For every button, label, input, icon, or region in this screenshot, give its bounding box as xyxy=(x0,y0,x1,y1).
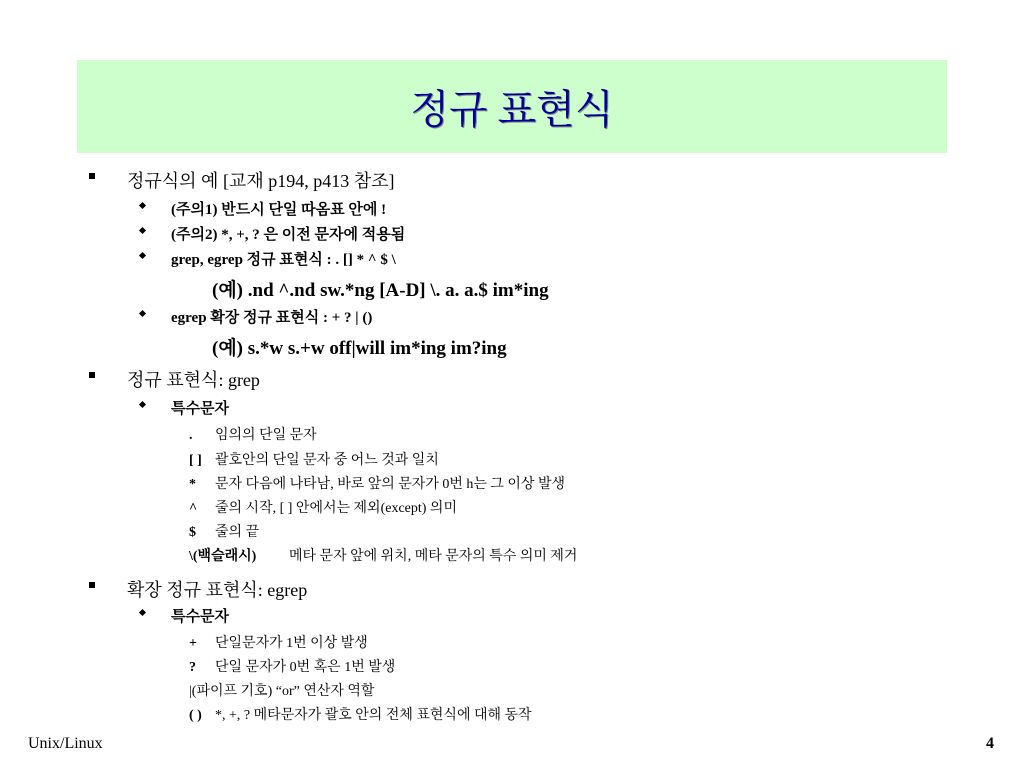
special-char-description: 문자 다음에 나타남, 바로 앞의 문자가 0번 h는 그 이상 발생 xyxy=(215,477,566,492)
special-char: * xyxy=(189,477,196,492)
special-char: + xyxy=(189,636,197,651)
diamond-bullet-icon xyxy=(139,252,146,259)
bullet-level2 xyxy=(171,198,386,219)
diamond-bullet-icon xyxy=(139,227,146,234)
example-text: (예) .nd ^.nd sw.*ng [A-D] \. a. a.$ im*ing xyxy=(212,280,549,301)
bullet-text: 특수문자 xyxy=(171,401,229,417)
special-char: ^ xyxy=(189,501,198,516)
special-char-description: 임의의 단일 문자 xyxy=(215,428,317,443)
bullet-level2 xyxy=(171,397,229,418)
special-char-row xyxy=(189,632,368,652)
bullet-level1 xyxy=(127,366,260,392)
bullet-level2 xyxy=(171,306,372,327)
special-char-row xyxy=(189,680,374,700)
bullet-level2 xyxy=(171,223,405,244)
special-char-description: |(파이프 기호) “or” 연산자 역할 xyxy=(189,684,375,699)
bullet-text: 정규 표현식: grep xyxy=(127,370,260,390)
special-char-description: 줄의 시작, [ ] 안에서는 제외(except) 의미 xyxy=(215,501,457,516)
bullet-text: (주의1) 반드시 단일 따옴표 안에 ! xyxy=(171,202,387,218)
example-text: (예) s.*w s.+w off|will im*ing im?ing xyxy=(212,338,507,359)
special-char: \(백슬래시) xyxy=(189,549,257,564)
special-char-description: 단일 문자가 0번 혹은 1번 발생 xyxy=(215,660,396,675)
bullet-text: 확장 정규 표현식: egrep xyxy=(127,580,308,600)
bullet-level2 xyxy=(171,605,229,626)
bullet-level1 xyxy=(127,576,307,602)
example-line xyxy=(212,333,507,360)
bullet-text: egrep 확장 정규 표현식 : + ? | () xyxy=(171,310,373,326)
diamond-bullet-icon xyxy=(139,609,146,616)
special-char-description: 괄호안의 단일 문자 중 어느 것과 일치 xyxy=(215,453,439,468)
special-char-row xyxy=(189,424,317,444)
special-char: ? xyxy=(189,660,196,675)
special-char-description: 줄의 끝 xyxy=(215,525,260,540)
special-char-row xyxy=(189,704,532,724)
square-bullet-icon xyxy=(89,582,95,588)
square-bullet-icon xyxy=(89,173,95,179)
bullet-level2 xyxy=(171,248,396,269)
special-char: ( ) xyxy=(189,708,202,723)
special-char-description: *, +, ? 메타문자가 괄호 안의 전체 표현식에 대해 동작 xyxy=(215,708,532,723)
diamond-bullet-icon xyxy=(139,401,146,408)
special-char-row xyxy=(189,497,457,517)
special-char: . xyxy=(189,428,193,443)
example-line xyxy=(212,275,549,302)
special-char-row xyxy=(189,656,395,676)
diamond-bullet-icon xyxy=(139,202,146,209)
special-char-row xyxy=(189,449,439,469)
bullet-text: 정규식의 예 [교재 p194, p413 참조] xyxy=(127,171,395,191)
special-char-description: 단일문자가 1번 이상 발생 xyxy=(215,636,368,651)
special-char: $ xyxy=(189,525,196,540)
special-char: [ ] xyxy=(189,453,202,468)
special-char-row xyxy=(189,545,577,565)
bullet-text: 특수문자 xyxy=(171,609,229,625)
bullet-level1 xyxy=(127,167,394,193)
special-char-row xyxy=(189,521,259,541)
special-char-row xyxy=(189,473,565,493)
diamond-bullet-icon xyxy=(139,310,146,317)
footer-course: Unix/Linux xyxy=(28,735,103,752)
square-bullet-icon xyxy=(89,372,95,378)
bullet-text: grep, egrep 정규 표현식 : . [] * ^ $ \ xyxy=(171,252,396,268)
special-char-description: 메타 문자 앞에 위치, 메타 문자의 특수 의미 제거 xyxy=(289,549,578,564)
slide-title: 정규 표현식 xyxy=(410,87,614,132)
footer-page-number: 4 xyxy=(986,735,994,752)
bullet-text: (주의2) *, +, ? 은 이전 문자에 적용됨 xyxy=(171,227,406,243)
